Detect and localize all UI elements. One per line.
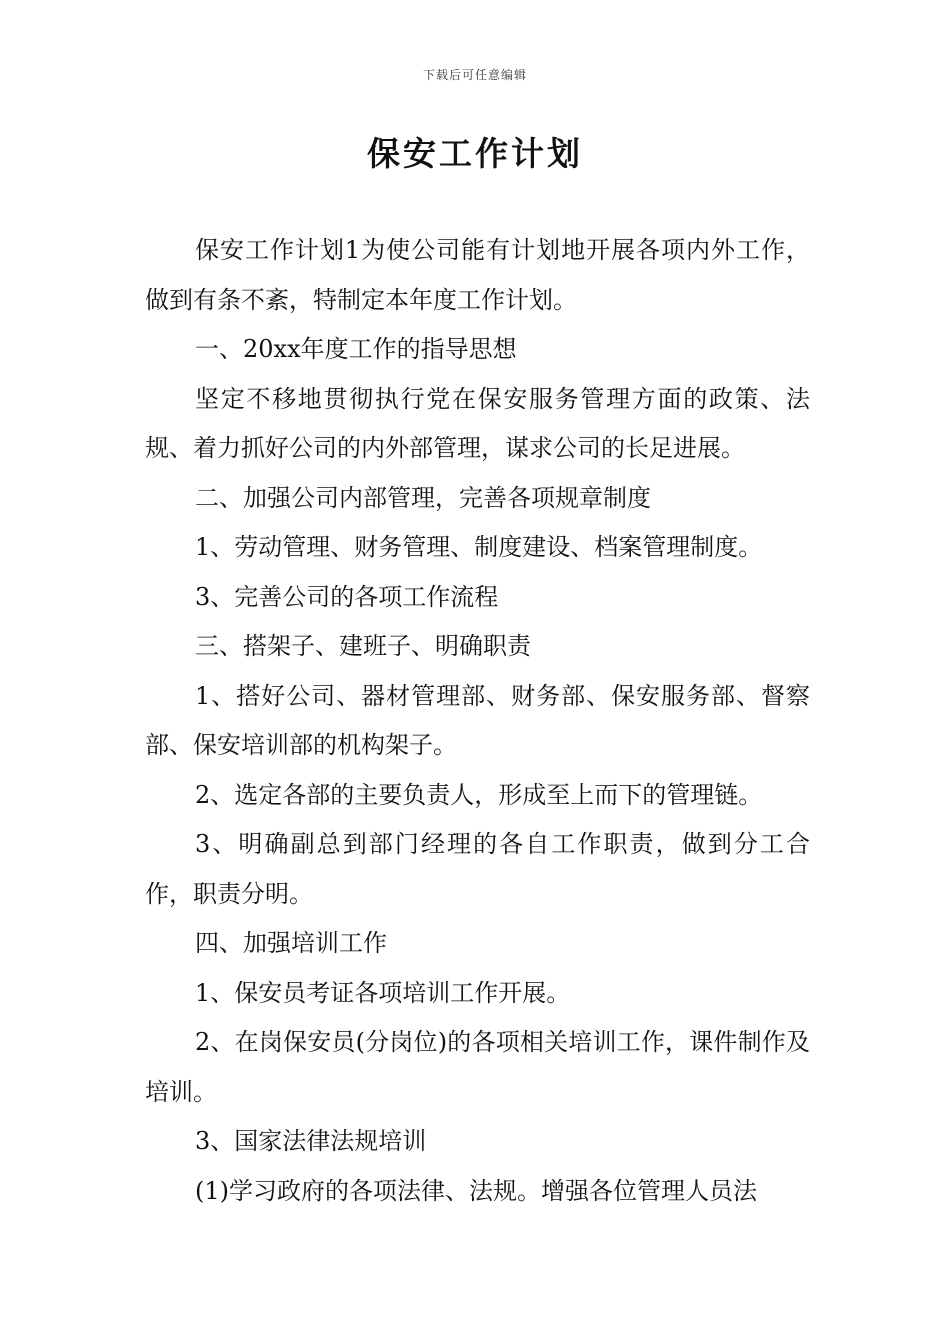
paragraph: 坚定不移地贯彻执行党在保安服务管理方面的政策、法规、着力抓好公司的内外部管理，谋求公司的长足进展。 — [145, 384, 810, 462]
section-heading-1: 一、20xx年度工作的指导思想 — [195, 335, 517, 363]
header-note: 下载后可任意编辑 — [422, 68, 527, 82]
list-item: 2、选定各部的主要负责人，形成至上而下的管理链。 — [195, 780, 763, 809]
list-item: 1、保安员考证各项培训工作开展。 — [195, 978, 571, 1007]
section-heading-4: 四、加强培训工作 — [195, 929, 387, 957]
document-body — [145, 226, 810, 1216]
section-heading-3: 三、搭架子、建班子、明确职责 — [195, 632, 531, 660]
list-item: 1、劳动管理、财务管理、制度建设、档案管理制度。 — [195, 533, 763, 561]
paragraph-intro: 保安工作计划1为使公司能有计划地开展各项内外工作，做到有条不紊，特制定本年度工作计划。 — [145, 236, 810, 314]
list-item: 3、完善公司的各项工作流程 — [195, 582, 499, 611]
sub-list-item: (1)学习政府的各项法律、法规。增强各位管理人员法 — [195, 1176, 757, 1205]
list-item: 1、搭好公司、器材管理部、财务部、保安服务部、督察部、保安培训部的机构架子。 — [145, 681, 810, 759]
list-item: 3、国家法律法规培训 — [195, 1127, 427, 1155]
list-item: 3、明确副总到部门经理的各自工作职责，做到分工合作，职责分明。 — [145, 830, 810, 908]
document-title: 保安工作计划 — [367, 134, 583, 173]
section-heading-2: 二、加强公司内部管理，完善各项规章制度 — [195, 483, 651, 512]
list-item: 2、在岗保安员(分岗位)的各项相关培训工作，课件制作及培训。 — [145, 1028, 810, 1106]
